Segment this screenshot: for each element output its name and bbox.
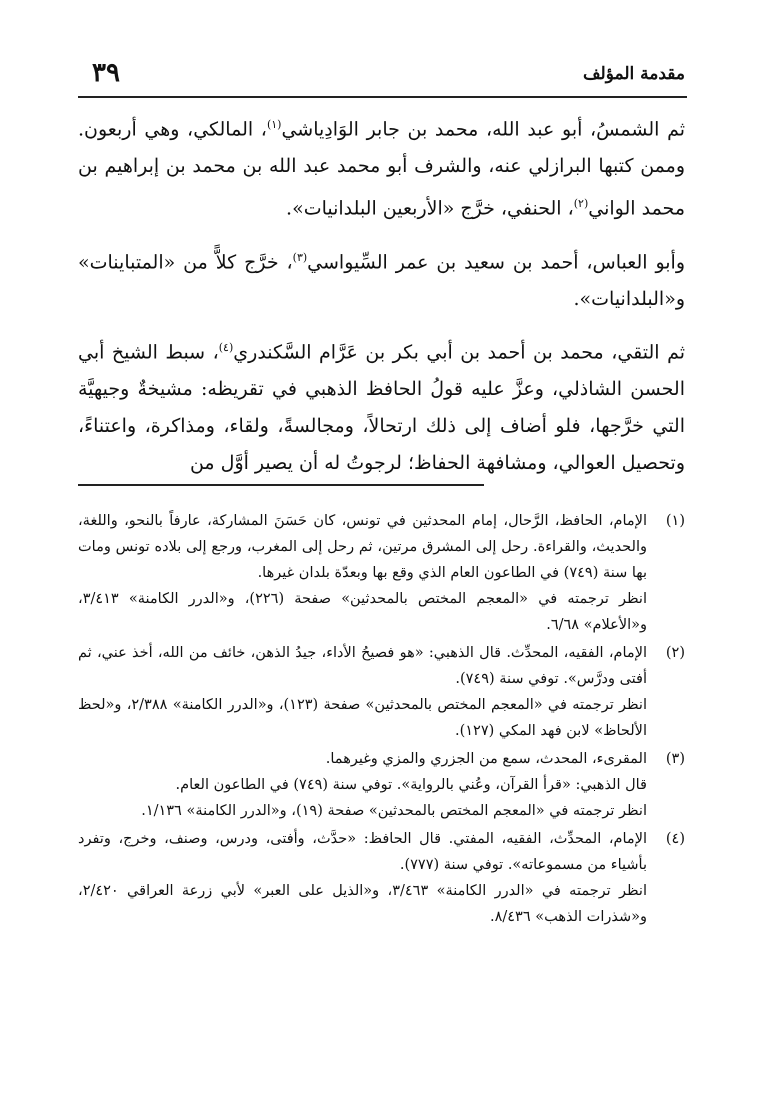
paragraph-text: ، المالكي، وهي أربعون. وممن كتبها البرازلي عنه، والشرف أبو محمد عبد الله بن محمد بن إبراهيم بن محمد الواني	[78, 118, 685, 220]
footnote-line: انظر ترجمته في «الدرر الكامنة» ٣/٤٦٣، و«الذيل على العبر» لأبي زرعة العراقي ٢/٤٢٠، و«شذرات الذهب» ٨/٤٣٦.	[78, 883, 647, 925]
footnote-number: (١)	[665, 513, 685, 529]
footnote-separator	[78, 484, 484, 486]
footnote-number: (٢)	[665, 645, 685, 661]
footnote-text	[78, 826, 647, 930]
footnote	[78, 508, 685, 638]
footnote	[78, 746, 685, 824]
page-header	[78, 58, 687, 92]
footnote-number: (٤)	[665, 831, 685, 847]
footnote-line: الإمام، المحدِّث، الفقيه، المفتي. قال الحافظ: «حدَّث، وأفتى، ودرس، وصنف، وخرج، وتفرد بأشياء من مسموعاته». توفي سنة (٧٧٧).	[78, 831, 647, 873]
paragraph-text: ، الحنفي، خرَّج «الأربعين البلدانيات».	[286, 197, 574, 220]
footnote-line: الإمام، الحافظ، الرَّحال، إمام المحدثين في تونس، كان حَسَنَ المشاركة، عارفاً بالنحو، واللغة، والحديث، والقراءة. رحل إلى المشرق مرتين، ثم رحل إلى المغرب، ورجع إلى بلاده تونس ومات بها سنة (٧٤٩) في الطاعون العام الذي وقع بها وبعدّة بلدان غيرها.	[78, 513, 647, 581]
paragraph-text: وأبو العباس، أحمد بن سعيد بن عمر السِّيواسي	[307, 250, 686, 273]
footnote-marker: (٢)	[573, 197, 589, 211]
footnote-line: قال الذهبي: «قرأ القرآن، وعُني بالرواية». توفي سنة (٧٤٩) في الطاعون العام.	[175, 777, 647, 793]
footnote-line: انظر ترجمته في «المعجم المختص بالمحدثين» صفحة (١٩)، و«الدرر الكامنة» ١/١٣٦.	[141, 803, 647, 819]
paragraph	[78, 329, 685, 482]
footnote-number: (٣)	[665, 751, 685, 767]
footnote-line: الإمام، الفقيه، المحدِّث. قال الذهبي: «هو فصيحُ الأداء، جيدُ الذهن، خائف من الله، أخذ عني، ثم أفتى ودرَّس». توفي سنة (٧٤٩).	[78, 645, 647, 687]
running-title: مقدمة المؤلف	[582, 64, 685, 84]
footnote-text	[78, 508, 647, 638]
footnote	[78, 826, 685, 930]
main-text	[78, 106, 685, 493]
footnote	[78, 640, 685, 744]
header-rule	[78, 96, 687, 98]
paragraph-text: ثم الشمسُ، أبو عبد الله، محمد بن جابر الوَادِياشي	[281, 118, 685, 141]
footnote-line: انظر ترجمته في «المعجم المختص بالمحدثين» صفحة (١٢٣)، و«الدرر الكامنة» ٢/٣٨٨، و«لحظ الألحاظ» لابن فهد المكي (١٢٧).	[78, 697, 647, 739]
footnote-line: انظر ترجمته في «المعجم المختص بالمحدثين» صفحة (٢٢٦)، و«الدرر الكامنة» ٣/٤١٣، و«الأعلام» ٦/٦٨.	[78, 591, 647, 633]
page-number: ٣٩	[92, 58, 120, 88]
footnotes	[78, 508, 685, 932]
footnote-text	[78, 640, 647, 744]
footnote-marker: (٣)	[292, 250, 308, 264]
paragraph-text: ، خرَّج كلاًّ من «المتباينات» و«البلدانيات».	[78, 250, 685, 310]
footnote-marker: (١)	[266, 118, 282, 131]
footnote-line: المقرىء، المحدث، سمع من الجزري والمزي وغيرهما.	[325, 751, 647, 767]
paragraph-text: ثم التقي، محمد بن أحمد بن أبي بكر بن عَرَّام السَّكندري	[233, 341, 686, 364]
footnote-text	[78, 746, 647, 824]
paragraph-text: ، سبط الشيخ أبي الحسن الشاذلي، وعزَّ عليه قولُ الحافظ الذهبي في تقريظه: مشيخةٌ وجيهيَّة التي خرَّجها، فلو أضاف إلى ذلك ارتحالاً، ومجالسةً، ولقاء، ومذاكرة، واعتناءً، وتحصيل العوالي، ومشافهة الحفاظ؛ لرجوتُ له أن يصير أوَّل من	[78, 341, 685, 475]
footnote-marker: (٤)	[218, 340, 234, 354]
paragraph	[78, 106, 685, 228]
paragraph	[78, 239, 685, 318]
